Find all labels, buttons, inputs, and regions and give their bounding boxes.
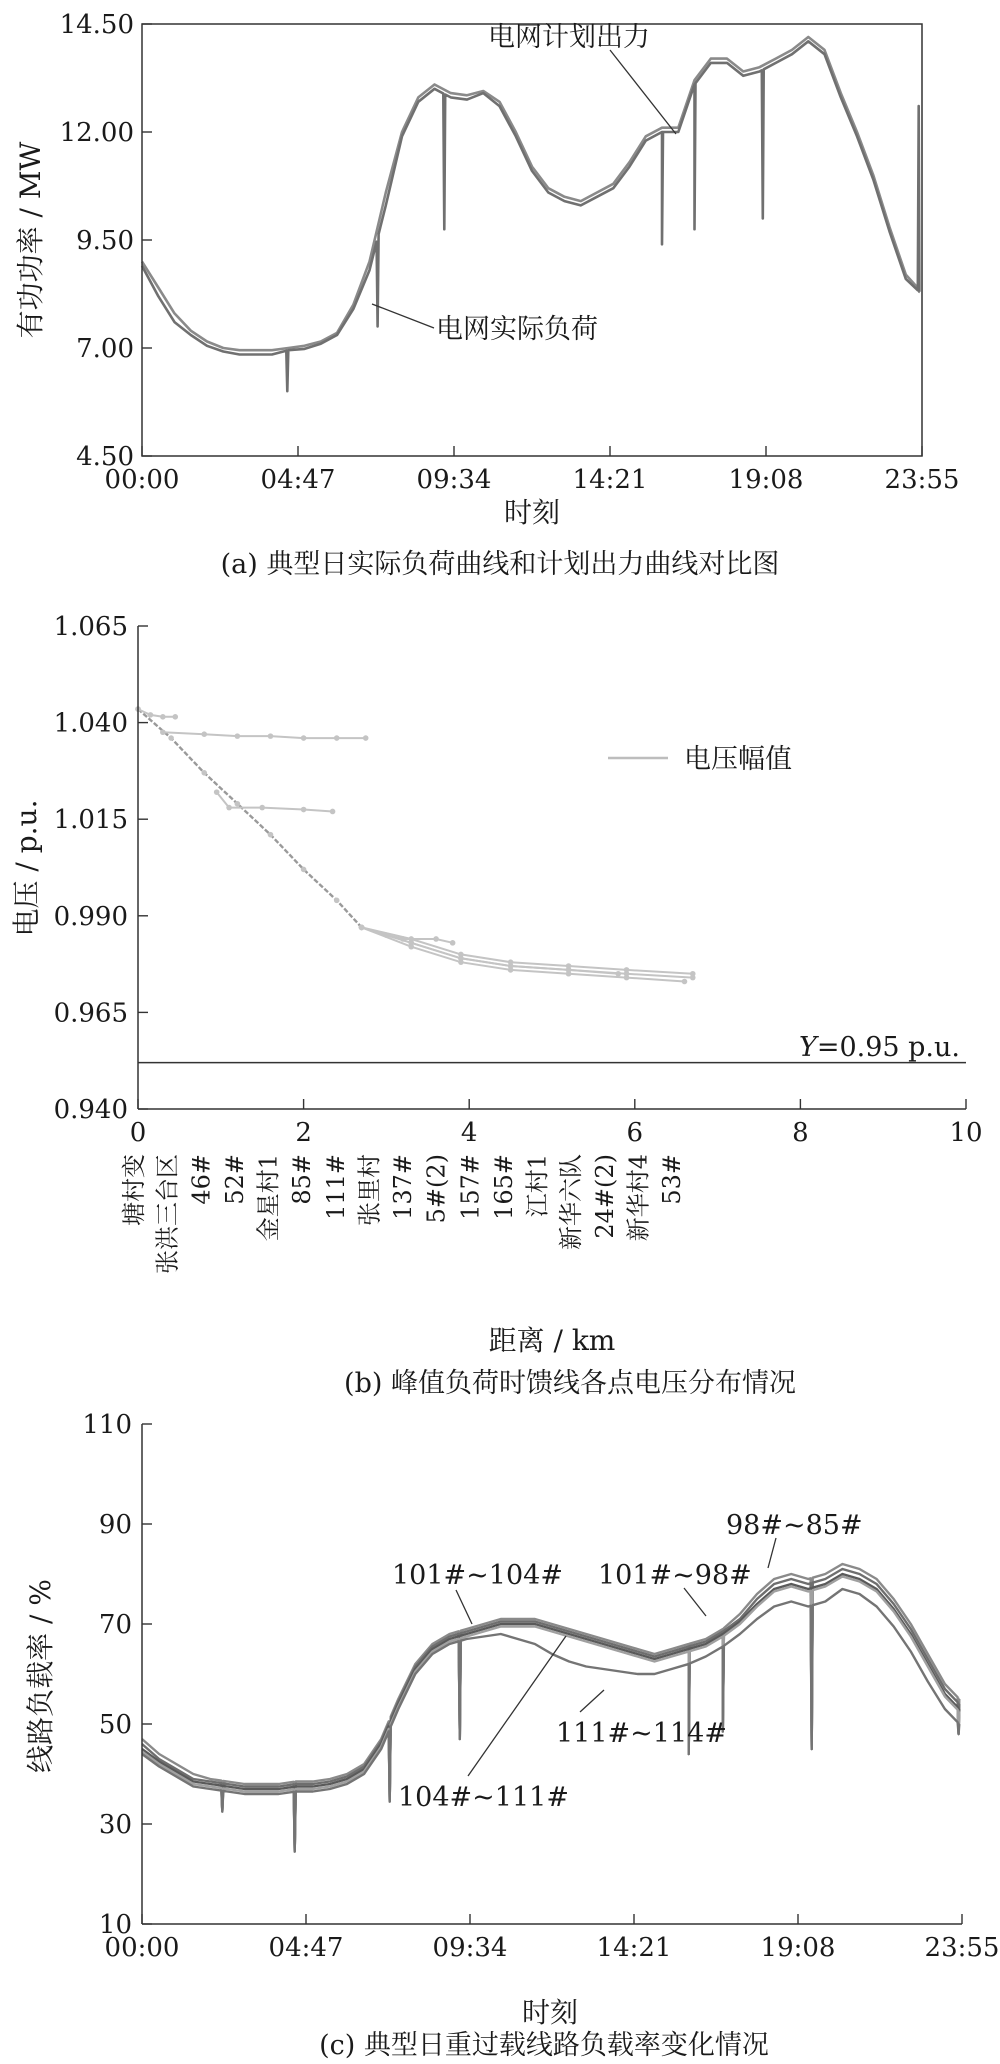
panel-a-leader-actual <box>372 304 434 328</box>
panel-a-x-tick-label: 19:08 <box>728 465 804 495</box>
panel-b-x-ticks <box>130 1099 983 1148</box>
panel-a-x-tick-label: 09:34 <box>416 465 492 495</box>
panel-b-xlabel: 距离 / km <box>488 1324 616 1357</box>
panel-a-x-tick-label: 04:47 <box>260 465 336 495</box>
panel-a-leader-planned <box>610 50 676 134</box>
panel-a-y-tick-label: 14.50 <box>59 10 134 40</box>
panel-b-location-label: 111# <box>321 1154 350 1220</box>
panel-b-location-label: 张洪三台区 <box>153 1154 182 1274</box>
panel-b-location-label: 塘村变 <box>120 1154 148 1226</box>
panel-c-label-101-104: 101#~104# <box>392 1560 563 1591</box>
panel-a-y-tick-label: 12.00 <box>59 118 134 148</box>
panel-c-y-tick-label: 50 <box>98 1710 132 1740</box>
panel-b-y-tick-label: 0.940 <box>53 1095 128 1125</box>
panel-b-voltage-point <box>566 967 572 973</box>
panel-c-leader-101-98 <box>684 1588 706 1616</box>
panel-b-voltage-point <box>508 963 514 969</box>
panel-b-voltage-point <box>168 735 174 741</box>
panel-b-voltage-point <box>458 956 464 962</box>
panel-b-x-tick-label: 10 <box>949 1118 983 1148</box>
panel-c-x-tick-label: 00:00 <box>104 1933 180 1963</box>
panel-b-y-tick-label: 0.990 <box>53 901 128 932</box>
panel-a <box>14 10 959 580</box>
panel-a-label-planned: 电网计划出力 <box>488 22 650 53</box>
panel-b-ylabel: 电压 / p.u. <box>10 799 43 937</box>
panel-b-voltage-point <box>682 979 688 985</box>
panel-b-voltage-point <box>226 805 232 811</box>
panel-b <box>10 612 983 1399</box>
panel-b-y-ticks <box>54 612 148 1125</box>
panel-b-x-tick-label: 8 <box>792 1118 809 1148</box>
panel-b-voltage-point <box>301 807 307 813</box>
panel-b-location-label: 江村1 <box>523 1154 552 1218</box>
panel-c-leader-111-114 <box>580 1690 604 1712</box>
panel-c-x-tick-label: 14:21 <box>596 1933 672 1963</box>
panel-b-voltage-point <box>235 733 241 739</box>
panel-b-x-tick-label: 0 <box>129 1118 147 1148</box>
panel-c-label-111-114: 111#~114# <box>556 1718 727 1749</box>
panel-b-voltage-point <box>330 809 336 815</box>
panel-c-xlabel: 时刻 <box>521 1996 579 2029</box>
panel-c-y-tick-label: 30 <box>98 1810 132 1840</box>
panel-b-voltage-point <box>259 805 265 811</box>
panel-b-voltage-point <box>201 770 207 776</box>
panel-c-leader-101-104 <box>456 1590 472 1624</box>
panel-b-y-tick-label: 0.965 <box>53 998 128 1029</box>
panel-b-voltage-point <box>235 801 241 807</box>
panel-a-ylabel: 有功功率 / MW <box>14 141 47 339</box>
panel-c <box>24 1410 999 2061</box>
panel-b-voltage-point <box>201 731 207 737</box>
panel-b-voltage-point <box>433 936 439 942</box>
panel-b-location-label: 新华村4 <box>624 1154 653 1242</box>
panel-b-y-tick-label: 1.015 <box>53 805 128 836</box>
panel-b-x-tick-label: 6 <box>626 1118 644 1148</box>
panel-a-y-tick-label: 4.50 <box>76 442 134 472</box>
panel-c-ylabel: 线路负载率 / % <box>24 1579 57 1773</box>
panel-b-caption: (b) 峰值负荷时馈线各点电压分布情况 <box>344 1368 796 1399</box>
panel-b-voltage-point <box>301 735 307 741</box>
panel-a-caption: (a) 典型日实际负荷曲线和计划出力曲线对比图 <box>220 549 780 580</box>
panel-c-label-98-85: 98#~85# <box>726 1510 863 1541</box>
panel-b-location-label: 157# <box>456 1154 485 1220</box>
panel-a-x-tick-label: 23:55 <box>884 465 960 495</box>
panel-b-location-label: 金星村1 <box>254 1154 283 1242</box>
panel-b-location-label: 137# <box>389 1154 417 1220</box>
panel-b-voltage-point <box>172 714 178 720</box>
panel-b-y-tick-label: 1.065 <box>53 612 128 642</box>
panel-c-x-tick-label: 04:47 <box>268 1933 344 1963</box>
panel-b-voltage-point <box>334 735 340 741</box>
panel-b-location-label: 52# <box>220 1154 249 1205</box>
panel-a-y-tick-label: 7.00 <box>76 334 134 364</box>
panel-b-location-label: 165# <box>489 1154 518 1220</box>
panel-c-leader-98-85 <box>768 1538 776 1568</box>
panel-b-voltage-point <box>160 714 166 720</box>
panel-b-voltage-point <box>690 971 696 977</box>
panel-c-label-101-98: 101#~98# <box>598 1560 752 1591</box>
panel-b-location-labels <box>120 1154 686 1274</box>
panel-b-voltage-point <box>268 733 274 739</box>
panel-c-leader-104-111 <box>468 1636 566 1776</box>
panel-a-x-ticks <box>105 446 960 495</box>
panel-b-voltage-point <box>359 925 365 931</box>
panel-c-x-tick-label: 23:55 <box>924 1933 1000 1963</box>
panel-c-caption: (c) 典型日重过载线路负载率变化情况 <box>319 2030 769 2061</box>
panel-b-location-label: 46# <box>187 1154 216 1205</box>
panel-b-voltage-point <box>624 975 630 981</box>
panel-b-voltage-point <box>214 789 220 795</box>
panel-b-location-label: 24#(2) <box>590 1154 619 1239</box>
panel-b-location-label: 85# <box>288 1154 317 1205</box>
panel-b-x-tick-label: 2 <box>295 1118 312 1148</box>
panel-c-x-ticks <box>105 1914 1000 1963</box>
panel-a-x-tick-label: 14:21 <box>572 465 648 495</box>
panel-b-voltage-point <box>268 832 274 838</box>
panel-b-y-tick-label: 1.040 <box>53 708 128 739</box>
panel-c-y-tick-label: 70 <box>98 1610 132 1640</box>
panel-c-y-tick-label: 10 <box>98 1910 132 1940</box>
panel-b-voltage-point <box>408 940 414 946</box>
panel-a-xlabel: 时刻 <box>503 496 561 529</box>
panel-a-label-actual: 电网实际负荷 <box>436 314 598 345</box>
panel-b-location-label: 新华六队 <box>557 1154 586 1250</box>
panel-a-y-tick-label: 9.50 <box>76 226 134 256</box>
panel-b-voltage-point <box>624 967 630 973</box>
panel-b-voltage-point <box>301 867 307 873</box>
panel-a-plot-frame <box>142 24 922 456</box>
panel-c-x-tick-label: 09:34 <box>432 1933 508 1963</box>
panel-b-voltage-curve <box>138 709 175 717</box>
panel-b-voltage-point <box>615 971 621 977</box>
panel-b-voltage-curve <box>138 709 362 927</box>
panel-b-location-label: 53# <box>658 1154 686 1205</box>
panel-b-voltage-point <box>450 940 456 946</box>
panel-b-reference-label: Y=0.95 p.u. <box>799 1032 960 1063</box>
panel-a-y-ticks <box>60 10 152 472</box>
panel-b-voltage-point <box>160 729 166 735</box>
panel-b-location-label: 5#(2) <box>422 1154 451 1224</box>
panel-b-voltage-point <box>148 712 154 718</box>
panel-c-label-104-111: 104#~111# <box>398 1782 569 1813</box>
panel-c-y-tick-label: 110 <box>82 1410 132 1440</box>
panel-c-x-tick-label: 19:08 <box>760 1933 836 1963</box>
panel-b-voltage-curves <box>135 706 695 984</box>
panel-b-location-label: 张里村 <box>355 1154 384 1226</box>
panel-c-y-tick-label: 90 <box>98 1510 132 1540</box>
panel-a-x-tick-label: 00:00 <box>104 465 180 495</box>
panel-b-voltage-point <box>334 898 340 904</box>
panel-b-legend-label: 电压幅值 <box>684 744 792 775</box>
panel-a-series-line <box>142 37 919 350</box>
panel-b-voltage-point <box>363 735 369 741</box>
panel-b-x-tick-label: 4 <box>460 1118 478 1148</box>
